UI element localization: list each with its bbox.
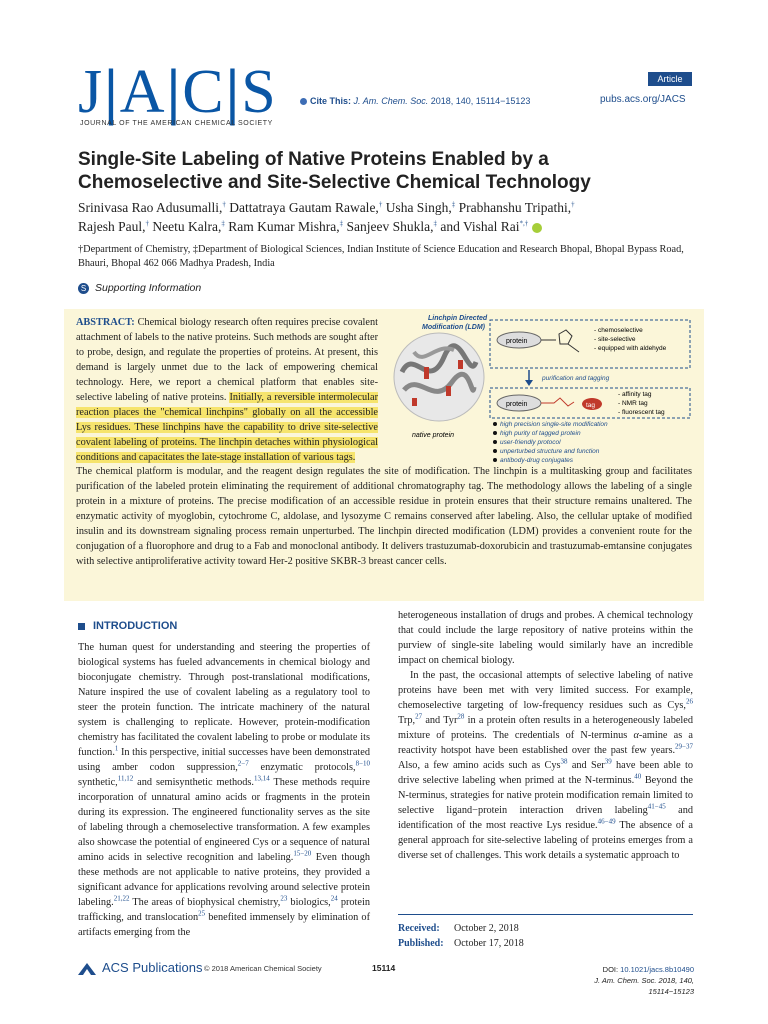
journal-full-name: JOURNAL OF THE AMERICAN CHEMICAL SOCIETY (80, 120, 273, 127)
tag-item: - NMR tag (618, 400, 648, 407)
doi-label: DOI: (602, 965, 619, 974)
affiliation-mark: † (571, 200, 575, 209)
cite-label: Cite This: (310, 96, 352, 106)
section-marker-icon (78, 623, 85, 630)
affiliation-mark: ‡ (433, 219, 437, 228)
affiliation-mark: † (378, 200, 383, 209)
section-heading-text: INTRODUCTION (93, 620, 178, 632)
abstract-text-lower: The chemical platform is modular, and the reagent design regulates the site of modification. The linchpin is a multitasking group and facilitates purification of the labeled protein eliminating the requirement of additional chromatography tag. The methodology allows the labeling of a single protein in a mixture of proteins. The precise modification of an accessible residue in protein ensures that their structure remains unaltered. The enzymatic activity of myoglobin, cytochrome C, aldolase, and lysozyme C remains conserved after labeling. Also, the cellular uptake of modified insulin and its downstream signaling process remain unperturbed. The linchpin directed modification (LDM) provides a convenient route for the conjugation of a fluorophore and drug to a Fab and monoclonal antibody. It delivers trastuzumab-doxorubicin and trastuzumab-emtansine conjugates with selective antiproliferative activity toward Her-2 positive SKBR-3 breast cancer cells. (76, 466, 692, 567)
affiliation-mark: ‡ (339, 219, 344, 228)
cite-volume: 2018, 140, 15114−15123 (430, 96, 531, 106)
author-name[interactable]: Ram Kumar Mishra, (228, 219, 340, 234)
protein-label: protein (506, 401, 528, 408)
received-date: October 2, 2018 (454, 923, 519, 934)
toc-title: Linchpin Directed (428, 315, 488, 322)
author-name[interactable]: Usha Singh, (385, 200, 452, 215)
feature-item: - chemoselective (594, 327, 643, 334)
affiliation-mark: *,† (519, 219, 529, 228)
acs-publications-text: ACS Publications (102, 960, 203, 975)
intro-column-right: heterogeneous installation of drugs and probes. A chemical technology that could include the large repository of native proteins within the purview of single-site labeling would similarly have an incredible impact on chemical biology. In the past, the occasional attempts of selective labeling of native proteins have been met with very limited success. For example, chemoselective targeting of low-frequency residues such as Cys,$^{26}$ Trp,$^{27}$ and Tyr$^{28}$ in a protein often results in a heterogeneously labeled mixture of proteins. The credentials of N-terminus α-amine as a reactivity hotspot have been established over the past few years.$^{29-37}$ Also, a few amino acids such as Cys$^{38}$ and Ser$^{39}$ have been able to drive selective labeling when primed at the N-terminus.$^{40}$ Beyond the N-terminus, strategies for native protein modification remain limited to selective ligand−protein interaction driven labeling$^{41-45}$ and identification of the most reactive Lys residue.$^{46-49}$ The absence of a general approach for site-selective labeling of proteins emerges from a diverse set of challenges. This work details a systematic approach to (398, 610, 694, 861)
abstract-text-upper (76, 315, 378, 465)
affiliations: †Department of Chemistry, ‡Department of Biological Sciences, Indian Institute of Science Education and Research Bhopal, Bhopal Bypass Road, Bhauri, Bhopal 462 066 Madhya Pradesh, India (78, 244, 684, 269)
logo-letter: C (182, 58, 226, 126)
acs-logo-icon (76, 961, 98, 977)
abstract-paragraph: Chemical biology research often requires precise covalent attachment of labels to the native proteins. Such methods are sought after to probe, design, and regulate the properties of proteins. At present, this demand is largely unmet due to the lack of empowering chemical technology. Here, we report a chemical platform that enables site-selective labeling of native proteins. (76, 317, 378, 403)
doi-block (558, 964, 694, 997)
page-number: 15114 (372, 963, 396, 973)
publication-dates (398, 914, 693, 951)
received-label: Received: (398, 923, 440, 934)
supporting-info-icon: S (78, 283, 89, 294)
affiliation-mark: † (145, 219, 149, 228)
tag-item: - affinity tag (618, 391, 652, 398)
cite-journal: J. Am. Chem. Soc. (353, 96, 429, 106)
affiliation-mark: † (222, 200, 226, 209)
doi-link[interactable]: 10.1021/jacs.8b10490 (620, 965, 694, 974)
benefit-item: high purity of tagged protein (500, 430, 581, 437)
protein-structure-image (394, 333, 484, 421)
feature-item: - site-selective (594, 336, 636, 343)
author-name[interactable]: and Vishal Rai (440, 219, 520, 234)
copyright-notice: © 2018 American Chemical Society (204, 964, 322, 973)
supporting-info-label: Supporting Information (95, 282, 202, 294)
benefit-item: unperturbed structure and function (500, 448, 600, 455)
supporting-information-link[interactable] (78, 282, 201, 294)
acs-publications-logo[interactable] (76, 960, 202, 977)
author-name[interactable]: Dattatraya Gautam Rawale, (229, 200, 379, 215)
feature-item: - equipped with aldehyde (594, 345, 667, 352)
abstract-highlighted-text: Initially, a reversible intermolecular reaction places the "chemical linchpins" globally on all the accessible Lys residues. These linchpins have the capability to drive site-selective covalent labeling of proteins. The linchpin detaches within physiological conditions and capacitates the late-stage installation of various tags. (76, 392, 378, 463)
logo-letter: A (119, 58, 167, 126)
published-label: Published: (398, 938, 444, 949)
article-type-badge: Article (648, 72, 692, 86)
tag-item: - fluorescent tag (618, 409, 665, 416)
author-list (78, 198, 698, 236)
logo-letter: J (78, 58, 105, 126)
abstract-heading: ABSTRACT: (76, 317, 135, 328)
intro-column-left: The human quest for understanding and steering the properties of biological systems has fueled advancements in chemical biology and bioconjugate chemistry. Through post-translational modifications, Nature inspired the use of covalent labeling as a regulatory tool to steer the protein function. The intricate machinery of the natural system is challenging to replicate. However, protein-modification chemistry has facilitated the covalent labeling to probe or modulate its function.$^1$ In this perspective, initial successes have been demonstrated using amber codon suppression,$^{2-7}$ enzymatic protocols,$^{8-10}$ synthetic,$^{11,12}$ and semisynthetic methods.$^{13,14}$ These methods require incorporation of unnatural amino acids or fragments in the protein during its expression. The engineered functionality serves as the site of labeling through a chemoselective transformation. A few examples also showcase the potential of engineered Cys or a sequence of natural amino acids in selective recognition and labeling.$^{15-20}$ Even though these methods are not applicable to native proteins, they provided a significant advance for applications revolving around selective protein labeling.$^{21,22}$ The areas of biophysical chemistry,$^{23}$ biologics,$^{24}$ protein trafficking, and translocation$^{25}$ benefited immensely by elimination of artifacts emerging from the (78, 642, 371, 938)
section-heading-introduction (78, 620, 177, 632)
benefit-item: high precision single-site modification (500, 421, 608, 428)
cite-this-link[interactable] (300, 96, 530, 106)
toc-graphic (384, 312, 698, 464)
author-name[interactable]: Srinivasa Rao Adusumalli, (78, 200, 223, 215)
affiliation-mark: ‡ (221, 219, 225, 228)
author-name[interactable]: Prabhanshu Tripathi, (458, 200, 572, 215)
benefit-item: user-friendly protocol (500, 439, 561, 446)
author-name[interactable]: Sanjeev Shukla, (346, 219, 434, 234)
cite-icon (300, 98, 307, 105)
author-name[interactable]: Rajesh Paul, (78, 219, 146, 234)
native-protein-label: native protein (412, 432, 455, 439)
journal-url-link[interactable]: pubs.acs.org/JACS (600, 94, 686, 105)
journal-logo: J|A|C|S (78, 58, 278, 126)
affiliation-mark: ‡ (451, 200, 456, 209)
logo-letter: S (241, 58, 278, 126)
benefit-item: antibody-drug conjugates (500, 457, 573, 464)
published-date: October 17, 2018 (454, 938, 524, 949)
article-title: Single-Site Labeling of Native Proteins Enabled by a Chemoselective and Site-Selective Chemical Technology (78, 149, 591, 193)
toc-title: Modification (LDM) (422, 324, 485, 331)
footer-citation: J. Am. Chem. Soc. 2018, 140, 15114−15123 (594, 976, 694, 996)
tag-label: tag (586, 402, 596, 409)
protein-label: protein (506, 338, 528, 345)
orcid-icon[interactable] (532, 223, 542, 233)
author-name[interactable]: Neetu Kalra, (152, 219, 222, 234)
process-step-label: purification and tagging (542, 375, 610, 382)
